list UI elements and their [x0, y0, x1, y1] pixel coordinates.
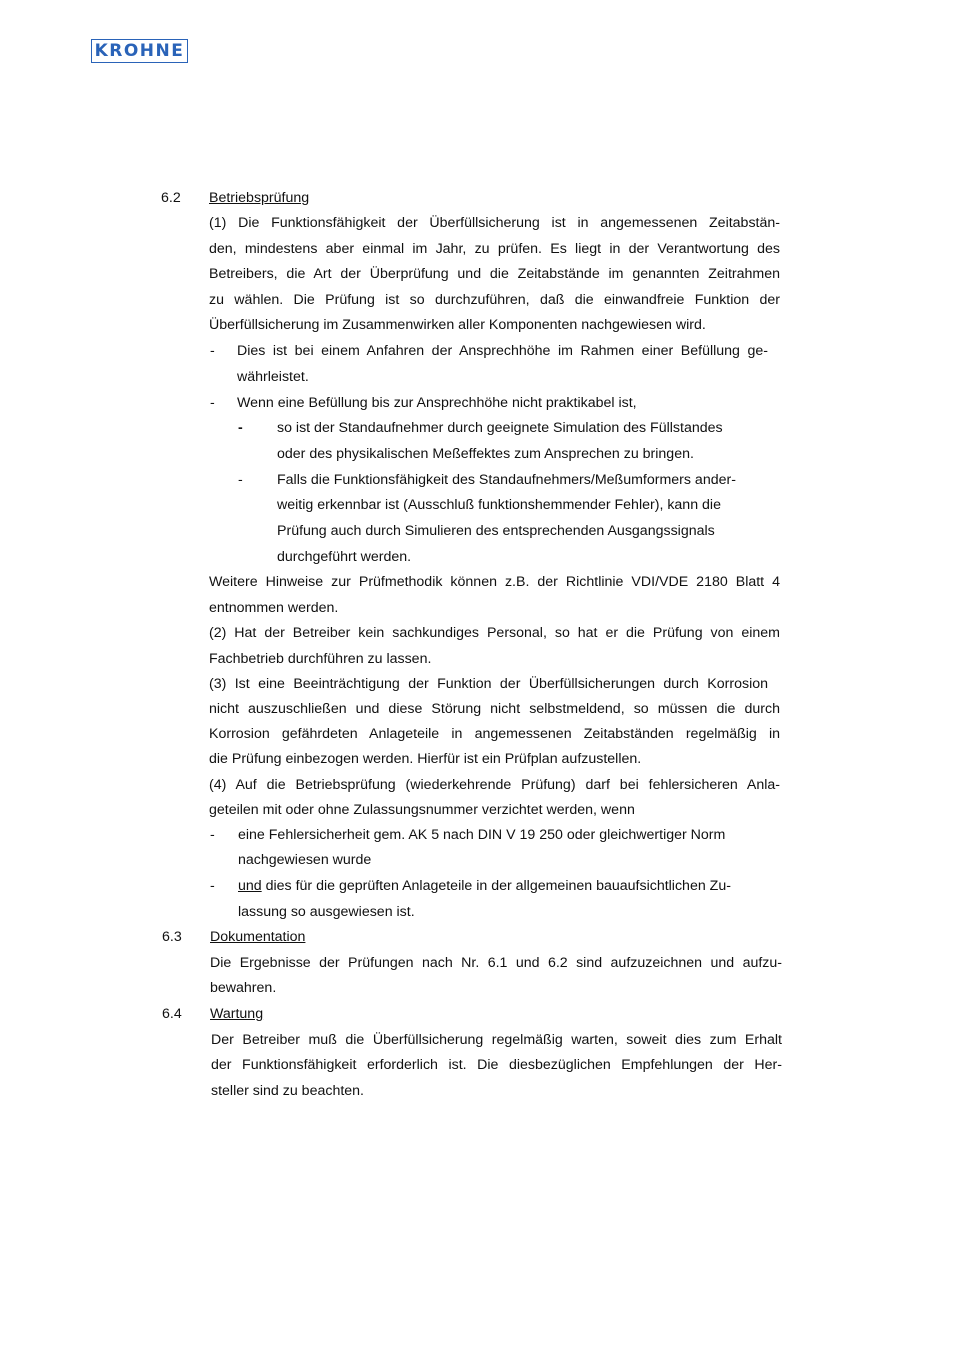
paragraph-line: Weitere Hinweise zur Prüfmethodik können z.B. der Richtlinie VDI/VDE 2180 Blatt 4	[209, 574, 780, 590]
paragraph-line: (3) Ist eine Beeinträchtigung der Funktion der Überfüllsicherungen durch Korrosion	[209, 676, 768, 692]
list-item-line	[238, 877, 731, 895]
list-item-line: währleistet.	[237, 369, 309, 385]
list-item-line: eine Fehlersicherheit gem. AK 5 nach DIN V 19 250 oder gleichwertiger Norm	[238, 827, 726, 843]
paragraph-line: entnommen werden.	[209, 600, 339, 616]
list-dash: -	[210, 878, 215, 894]
list-dash: -	[210, 395, 215, 411]
paragraph-line: Der Betreiber muß die Überfüllsicherung regelmäßig warten, soweit dies zum Erhalt	[211, 1032, 782, 1048]
paragraph-line: bewahren.	[210, 980, 277, 996]
paragraph-line: Betreibers, die Art der Überprüfung und die Zeitabstände im genannten Zeitrahmen	[209, 266, 780, 282]
section-number-6-2: 6.2	[161, 190, 181, 206]
paragraph-line: Korrosion gefährdeten Anlageteile in angemessenen Zeitabständen regelmäßig in	[209, 726, 780, 742]
sub-list-item-line: durchgeführt werden.	[277, 549, 412, 565]
list-dash: -	[210, 343, 215, 359]
list-dash: -	[210, 827, 215, 843]
paragraph-line: (2) Hat der Betreiber kein sachkundiges Personal, so hat er die Prüfung von einem	[209, 625, 780, 641]
paragraph-line: Überfüllsicherung im Zusammenwirken aller Komponenten nachgewiesen wird.	[209, 317, 706, 333]
paragraph-line: zu wählen. Die Prüfung ist so durchzuführen, daß die einwandfreie Funktion der	[209, 292, 780, 308]
list-item-line: lassung so ausgewiesen ist.	[238, 904, 415, 920]
paragraph-line: (1) Die Funktionsfähigkeit der Überfüllsicherung ist in angemessenen Zeitabstän-	[209, 215, 780, 231]
section-number-6-3: 6.3	[162, 929, 182, 945]
paragraph-line: Fachbetrieb durchführen zu lassen.	[209, 651, 432, 667]
list-item-line: nachgewiesen wurde	[238, 852, 372, 868]
paragraph-line: geteilen mit oder ohne Zulassungsnummer verzichtet werden, wenn	[209, 802, 635, 818]
paragraph-line: Die Ergebnisse der Prüfungen nach Nr. 6.1 und 6.2 sind aufzuzeichnen und aufzu-	[210, 955, 782, 971]
sub-list-dash: -	[238, 420, 243, 436]
paragraph-line: nicht auszuschließen und diese Störung nicht selbstmeldend, so müssen die durch	[209, 701, 780, 717]
sub-list-item-line: oder des physikalischen Meßeffektes zum Ansprechen zu bringen.	[277, 446, 694, 462]
section-number-6-4: 6.4	[162, 1006, 182, 1022]
sub-list-dash: -	[238, 472, 243, 488]
paragraph-line: steller sind zu beachten.	[211, 1083, 365, 1099]
list-item-line: Dies ist bei einem Anfahren der Ansprechhöhe im Rahmen einer Befüllung ge-	[237, 343, 768, 359]
sub-list-item-line: so ist der Standaufnehmer durch geeignete Simulation des Füllstandes	[277, 420, 723, 436]
sub-list-item-line: Falls die Funktionsfähigkeit des Standaufnehmers/Meßumformers ander-	[277, 472, 736, 488]
logo-text: KROHNE	[94, 41, 185, 61]
paragraph-line: die Prüfung einbezogen werden. Hierfür ist ein Prüfplan aufzustellen.	[209, 751, 642, 767]
paragraph-line: der Funktionsfähigkeit erforderlich ist. Die diesbezüglichen Empfehlungen der Her-	[211, 1057, 782, 1073]
section-title-wartung: Wartung	[210, 1006, 264, 1022]
section-title-dokumentation: Dokumentation	[210, 929, 306, 945]
und-emphasis: und	[238, 878, 262, 894]
list-item-text: dies für die geprüften Anlageteile in der allgemeinen bauaufsichtlichen Zu-	[261, 878, 731, 894]
paragraph-line: den, mindestens aber einmal im Jahr, zu prüfen. Es liegt in der Verantwortung des	[209, 241, 780, 257]
paragraph-line: (4) Auf die Betriebsprüfung (wiederkehrende Prüfung) darf bei fehlersicheren Anla-	[209, 777, 780, 793]
sub-list-item-line: Prüfung auch durch Simulieren des entsprechenden Ausgangssignals	[277, 523, 715, 539]
list-item-line: Wenn eine Befüllung bis zur Ansprechhöhe nicht praktikabel ist,	[237, 395, 637, 411]
sub-list-item-line: weitig erkennbar ist (Ausschluß funktionshemmender Fehler), kann die	[277, 497, 721, 513]
section-title-betriebspruefung: Betriebsprüfung	[209, 190, 310, 206]
